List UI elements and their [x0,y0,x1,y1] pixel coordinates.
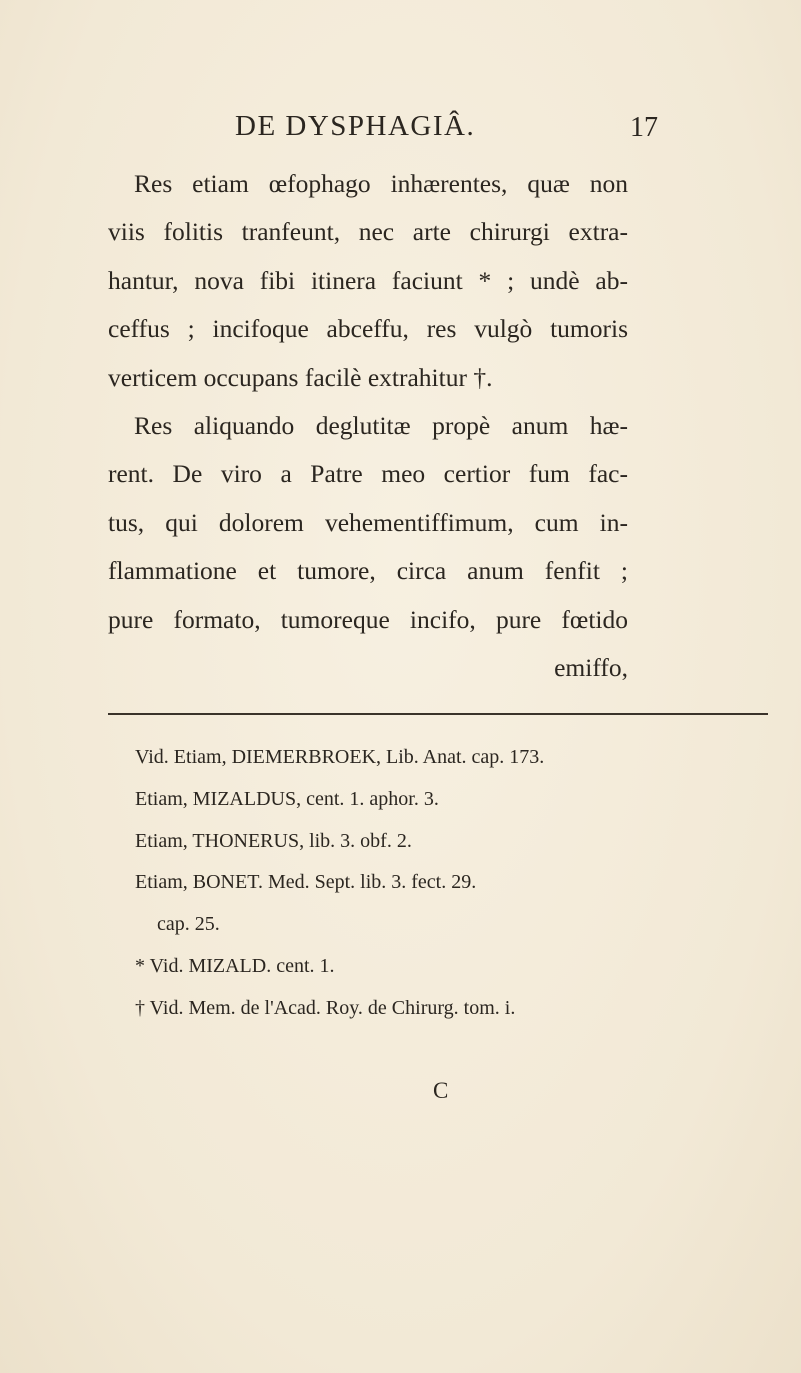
footnotes [135,737,775,1030]
body-line: pure formato, tumoreque incifo, pure fœtido [108,604,628,634]
footnote-line: cap. 25. [157,913,220,936]
body-line: flammatione et tumore, circa anum fenfit ; [108,556,628,586]
body-line: ceffus ; incifoque abceffu, res vulgò tumoris [108,314,628,344]
footnote-line: Etiam, MIZALDUS, cent. 1. aphor. 3. [135,787,439,810]
footnote-line: Etiam, BONET. Med. Sept. lib. 3. fect. 29. [135,871,477,894]
body-line: hantur, nova fibi itinera faciunt * ; undè ab- [108,265,628,295]
body-text [108,160,628,692]
page-number: 17 [630,112,658,143]
footnote-line: Vid. Etiam, DIEMERBROEK, Lib. Anat. cap. 173. [135,746,545,768]
body-line: viis folitis tranfeunt, nec arte chirurgi extra- [108,217,628,247]
running-title: DE DYSPHAGIÂ. [235,110,476,142]
footnote-line: * Vid. MIZALD. cent. 1. [135,954,335,977]
body-line: rent. De viro a Patre meo certior fum fac- [108,459,628,489]
footnote-rule [108,713,768,715]
body-line: tus, qui dolorem vehementiffimum, cum in- [108,507,628,537]
body-line: Res aliquando deglutitæ propè anum hæ- [134,410,628,440]
footnote-line: † Vid. Mem. de l'Acad. Roy. de Chirurg. tom. i. [135,996,516,1019]
signature-mark: C [433,1078,449,1103]
body-line: verticem occupans facilè extrahitur †. [108,362,493,392]
body-line: Res etiam œfophago inhærentes, quæ non [134,169,628,198]
page-header [235,110,765,154]
footnote-line: Etiam, THONERUS, lib. 3. obf. 2. [135,829,412,852]
catchword: emiffo, [554,652,628,682]
